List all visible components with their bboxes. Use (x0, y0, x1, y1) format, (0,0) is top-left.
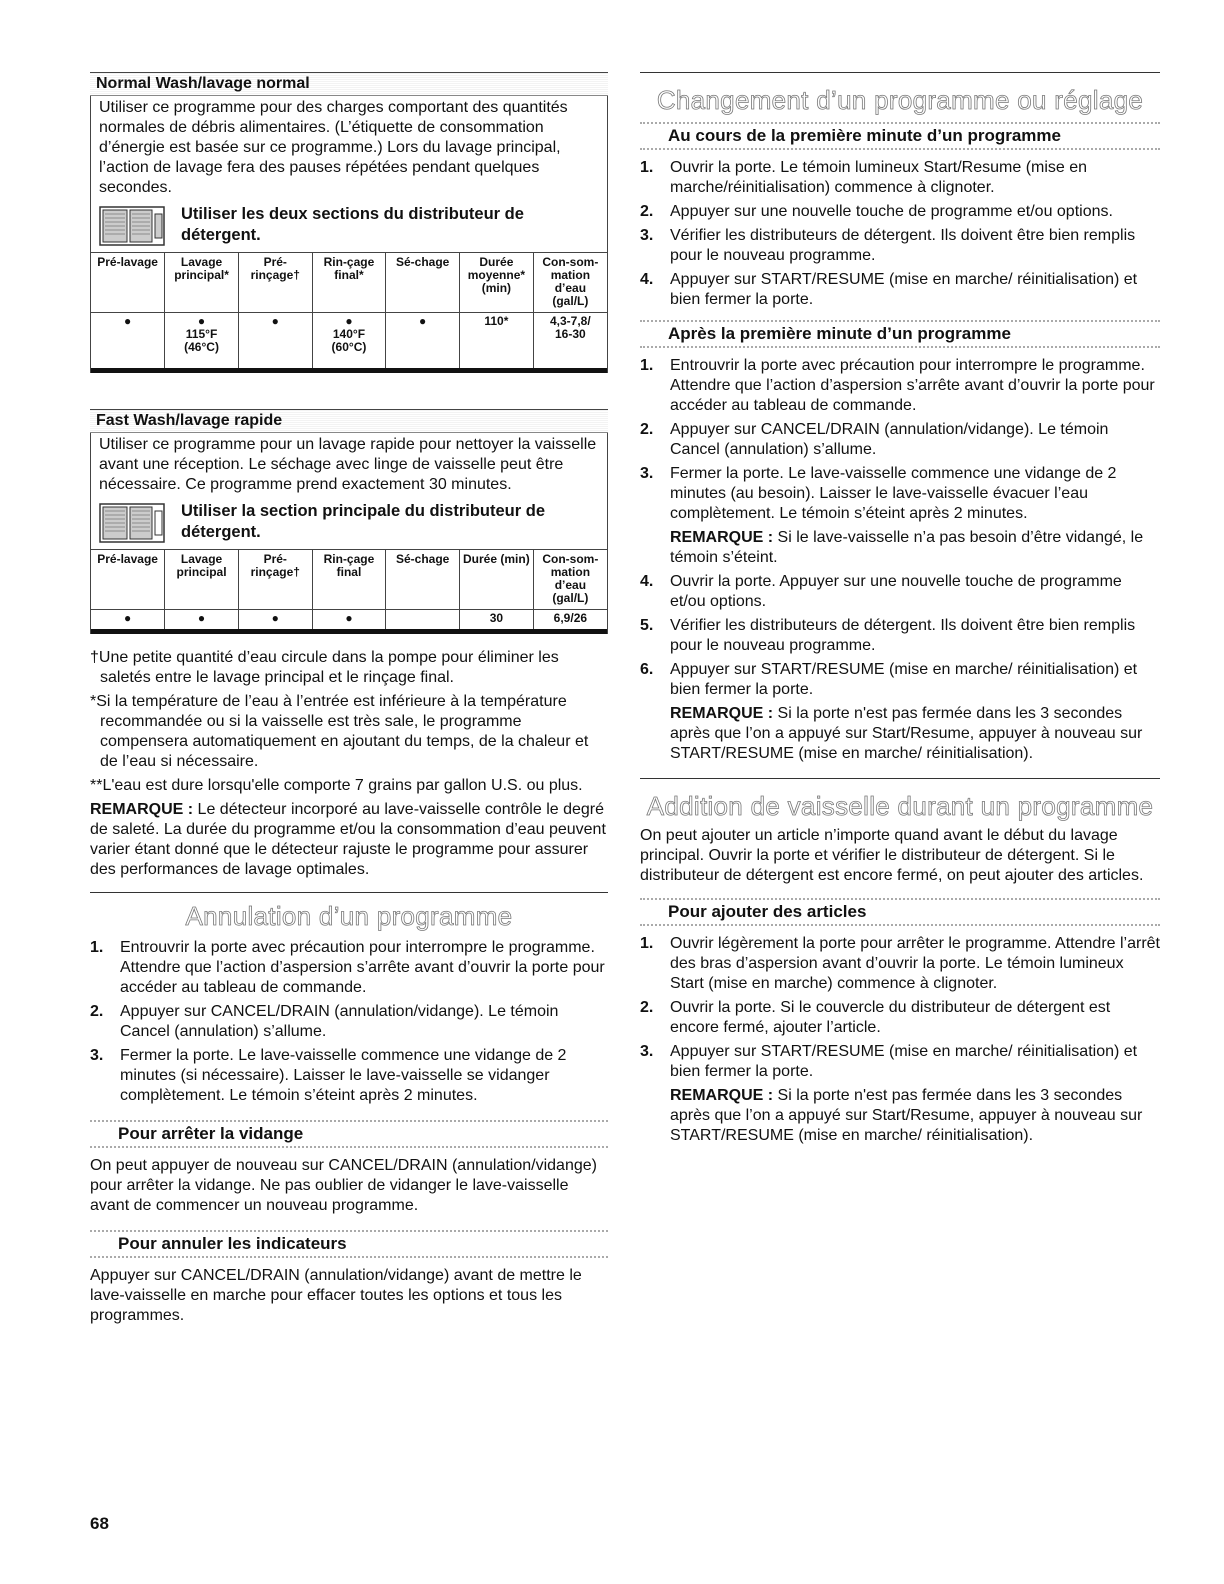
table-header: Lavage principal (165, 550, 239, 610)
detergent-instruction: Utiliser les deux sections du distributeur de détergent. (181, 205, 524, 244)
fast-wash-title: Fast Wash/lavage rapide (90, 409, 608, 433)
list-item: 1. Ouvrir la porte. Le témoin lumineux Start/Resume (mise en marche/réinitialisation) commence à clignoter. (640, 159, 1088, 196)
table-header-row (91, 253, 607, 313)
stop-drain-text: On peut appuyer de nouveau sur CANCEL/DRAIN (annulation/vidange) pour arrêter la vidange. Ne pas oublier de vidanger le lave-vaisselle avant de commencer un nouveau programme. (90, 1157, 597, 1214)
note-text: Le détecteur incorporé au lave-vaisselle contrôle le degré de saleté. La durée du programme et/ou la consommation d’eau peuvent varier étant donné que le détecteur rajuste le programme pour assurer des performances de lavage optimales. (90, 801, 606, 878)
table-cell: 110* (460, 313, 534, 371)
table-header-row (91, 550, 607, 610)
list-item: 3. Fermer la porte. Le lave-vaisselle commence une vidange de 2 minutes (si nécessaire). Laisser le lave-vaisselle se vidanger complètement. Le témoin s’éteint après 2 minutes. (90, 1047, 567, 1104)
table-header: Durée (min) (460, 550, 534, 610)
footnote-star: *Si la température de l’eau à l’entrée est inférieure à la température recommandée ou si la vaisselle est très sale, le programme compensera automatiquement en ajoutant du temps, de la chaleur et de l’eau si nécessaire. (90, 693, 589, 770)
list-item: 6. Appuyer sur START/RESUME (mise en marche/ réinitialisation) et bien fermer la porte. REMARQUE : Si la porte n'est pas fermée dans les 3 secondes après que l’on a appuyé sur Start/Resume, appuyer à nouveau sur START/RESUME (mise en marche/ réinitialisation). (640, 661, 1143, 762)
fast-wash-table (91, 549, 607, 634)
detergent-instruction: Utiliser la section principale du distributeur de détergent. (181, 502, 545, 541)
after-first-minute-steps (640, 356, 1160, 764)
fast-wash-box (90, 409, 608, 634)
table-cell (386, 610, 460, 632)
footnote-double-star: **L'eau est dure lorsqu'elle comporte 7 grains par gallon U.S. ou plus. (90, 777, 583, 794)
table-cell: ● (238, 313, 312, 371)
table-header: Pré-lavage (91, 253, 165, 313)
normal-wash-title: Normal Wash/lavage normal (90, 72, 608, 96)
table-header: Lavage principal* (165, 253, 239, 313)
first-minute-steps (640, 158, 1160, 310)
section-title-changement: Changement d’un programme ou réglage (656, 85, 1144, 115)
table-header: Con-som-mation d’eau (gal/L) (533, 253, 607, 313)
table-cell: ● (165, 610, 239, 632)
subheading-add-items: Pour ajouter des articles (640, 898, 1160, 926)
table-header: Rin-çage final* (312, 253, 386, 313)
left-column (90, 0, 608, 1326)
table-header: Pré-rinçage† (238, 550, 312, 610)
table-header: Sé-chage (386, 550, 460, 610)
table-cell: ● 140°F (60°C) (312, 313, 386, 371)
section-title-annulation: Annulation d’un programme (185, 901, 513, 931)
list-item: 1. Entrouvrir la porte avec précaution pour interrompre le programme. Attendre que l’action d’aspersion s’arrête avant d’ouvrir la porte pour accéder au tableau de commande. (640, 357, 1155, 414)
list-item: 1. Ouvrir légèrement la porte pour arrêter le programme. Attendre l’arrêt des bras d’aspersion avant d’ouvrir la porte. Le témoin lumineux Start (mise en marche) commence à clignoter. (640, 935, 1160, 992)
list-item: 3. Appuyer sur START/RESUME (mise en marche/ réinitialisation) et bien fermer la porte. REMARQUE : Si la porte n'est pas fermée dans les 3 secondes après que l’on a appuyé sur Start/Resume, appuyer à nouveau sur START/RESUME (mise en marche/ réinitialisation). (640, 1043, 1143, 1144)
table-cell: ● (238, 610, 312, 632)
right-column (640, 0, 1160, 1150)
table-cell: ● (91, 610, 165, 632)
note-label: REMARQUE : (90, 801, 194, 818)
table-header: Rin-çage final (312, 550, 386, 610)
table-cell: ● (386, 313, 460, 371)
footnotes (90, 648, 608, 880)
list-item: 5. Vérifier les distributeurs de détergent. Ils doivent être bien remplis pour le nouveau programme. (640, 617, 1136, 654)
list-item: 2. Appuyer sur une nouvelle touche de programme et/ou options. (640, 203, 1113, 220)
section-title-addition: Addition de vaisselle durant un programme (646, 791, 1154, 821)
table-header: Durée moyenne* (min) (460, 253, 534, 313)
subheading-cancel-indicators: Pour annuler les indicateurs (90, 1230, 608, 1258)
table-header: Pré-rinçage† (238, 253, 312, 313)
list-item: 3. Fermer la porte. Le lave-vaisselle commence une vidange de 2 minutes (au besoin). Laisser le lave-vaisselle évacuer l’eau complètement. Le témoin s’éteint après 2 minutes. REMARQUE : Si le lave-vaisselle n’a pas besoin d’être vidangé, le témoin s’éteint. (640, 465, 1144, 566)
cancel-indicators-text: Appuyer sur CANCEL/DRAIN (annulation/vidange) avant de mettre le lave-vaisselle en marche pour effacer toutes les options et tous les programmes. (90, 1267, 582, 1324)
dispenser-both-icon (99, 204, 165, 248)
divider (640, 778, 1160, 779)
table-cell: ● 115°F (46°C) (165, 313, 239, 371)
addition-intro: On peut ajouter un article n’importe quand avant le début du lavage principal. Ouvrir la porte et vérifier le distributeur de détergent. Si le distributeur de détergent est encore fermé, on peut ajouter des articles. (640, 827, 1144, 884)
list-item: 1. Entrouvrir la porte avec précaution pour interrompre le programme. Attendre que l’action d’aspersion s’arrête avant d’ouvrir la porte pour accéder au tableau de commande. (90, 939, 605, 996)
table-cell: 4,3-7,8/ 16-30 (533, 313, 607, 371)
table-cell: 30 (460, 610, 534, 632)
page-number: 68 (90, 1514, 109, 1533)
footnote-dagger: †Une petite quantité d’eau circule dans la pompe pour éliminer les saletés entre le lavage principal et le rinçage final. (90, 649, 559, 686)
table-row (91, 313, 607, 371)
divider (640, 72, 1160, 73)
table-row (91, 610, 607, 632)
list-item: 3. Vérifier les distributeurs de détergent. Ils doivent être bien remplis pour le nouveau programme. (640, 227, 1136, 264)
normal-wash-table (91, 252, 607, 373)
table-header: Con-som-mation d’eau (gal/L) (533, 550, 607, 610)
footnote-note (90, 800, 608, 880)
fast-wash-description: Utiliser ce programme pour un lavage rapide pour nettoyer la vaisselle avant une réception. Le séchage avec linge de vaisselle peut être nécessaire. Ce programme prend exactement 30 minutes. (99, 436, 597, 493)
list-item: 4. Appuyer sur START/RESUME (mise en marche/ réinitialisation) et bien fermer la porte. (640, 271, 1138, 308)
subheading-after-first-minute: Après la première minute d’un programme (640, 320, 1160, 348)
table-header: Pré-lavage (91, 550, 165, 610)
annulation-steps (90, 938, 608, 1106)
table-cell: ● (312, 610, 386, 632)
divider (90, 892, 608, 893)
table-cell: 6,9/26 (533, 610, 607, 632)
list-item: 2. Ouvrir la porte. Si le couvercle du distributeur de détergent est encore fermé, ajouter l’article. (640, 999, 1111, 1036)
table-cell: ● (91, 313, 165, 371)
table-header: Sé-chage (386, 253, 460, 313)
add-items-steps (640, 934, 1160, 1146)
subheading-first-minute: Au cours de la première minute d’un programme (640, 122, 1160, 150)
list-item: 2. Appuyer sur CANCEL/DRAIN (annulation/vidange). Le témoin Cancel (annulation) s’allume. (640, 421, 1109, 458)
subheading-stop-drain: Pour arrêter la vidange (90, 1120, 608, 1148)
normal-wash-description: Utiliser ce programme pour des charges comportant des quantités normales de débris alimentaires. (L’étiquette de consommation d’énergie est basée sur ce programme.) Lors du lavage principal, l’action de lavage fera des pauses répétées pendant quelques secondes. (99, 99, 568, 196)
normal-wash-box (90, 72, 608, 373)
dispenser-main-icon (99, 501, 165, 545)
list-item: 4. Ouvrir la porte. Appuyer sur une nouvelle touche de programme et/ou options. (640, 573, 1122, 610)
list-item: 2. Appuyer sur CANCEL/DRAIN (annulation/vidange). Le témoin Cancel (annulation) s’allume. (90, 1003, 559, 1040)
